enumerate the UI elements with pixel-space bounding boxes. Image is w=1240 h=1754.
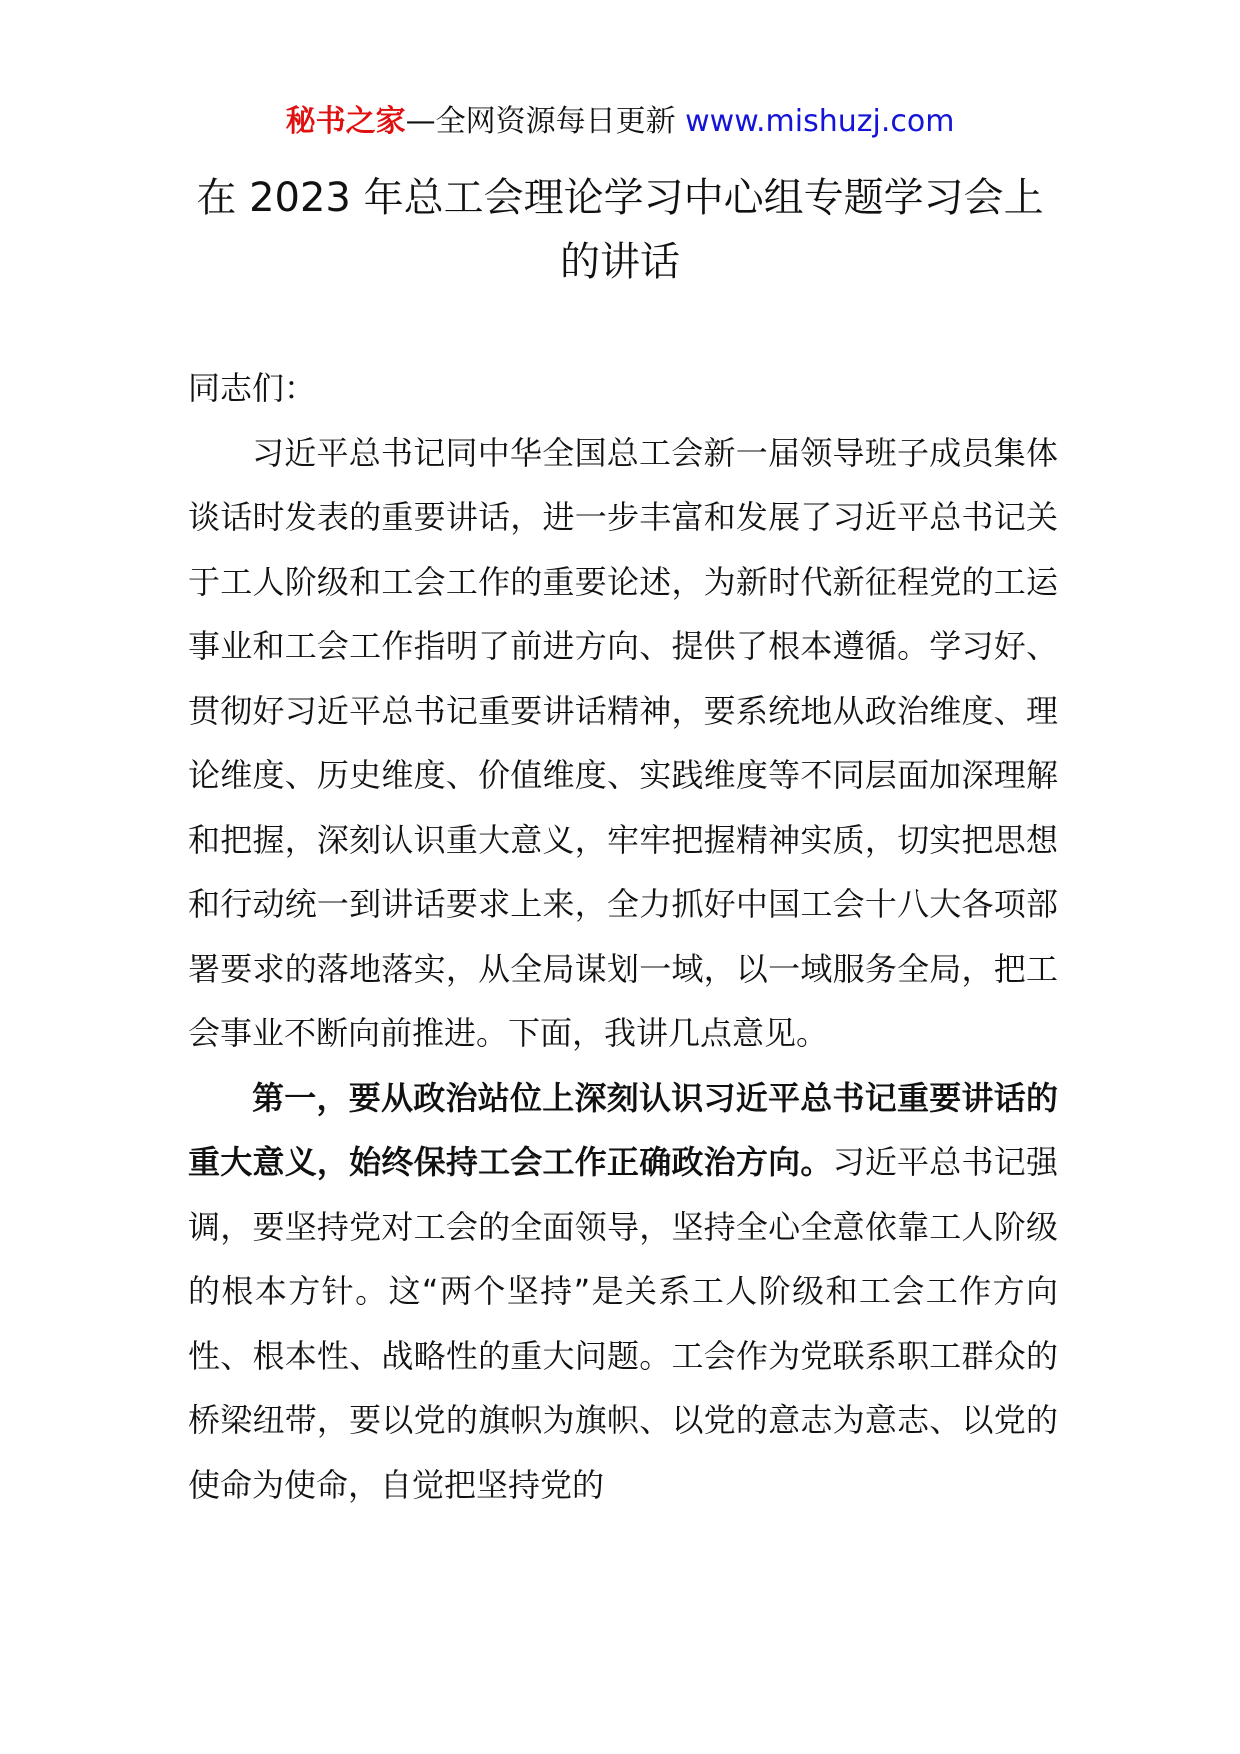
document-body xyxy=(188,356,1058,1517)
site-url-link[interactable]: www.mishuzj.com xyxy=(685,104,955,139)
paragraph-1: 习近平总书记同中华全国总工会新一届领导班子成员集体谈话时发表的重要讲话，进一步丰富和发展了习近平总书记关于工人阶级和工会工作的重要论述，为新时代新征程党的工运事业和工会工作指明了前进方向、提供了根本遵循。学习好、贯彻好习近平总书记重要讲话精神，要系统地从政治维度、理论维度、历史维度、价值维度、实践维度等不同层面加深理解和把握，深刻认识重大意义，牢牢把握精神实质，切实把思想和行动统一到讲话要求上来，全力抓好中国工会十八大各项部署要求的落地落实，从全局谋划一域，以一域服务全局，把工会事业不断向前推进。下面，我讲几点意见。 xyxy=(188,433,1058,1052)
paragraph-2-body: 习近平总书记强调，要坚持党对工会的全面领导，坚持全心全意依靠工人阶级的根本方针。这“两个坚持”是关系工人阶级和工会工作方向性、根本性、战略性的重大问题。工会作为党联系职工群众的桥梁纽带，要以党的旗帜为旗帜、以党的意志为意志、以党的使命为使命，自觉把坚持党的 xyxy=(188,1143,1058,1504)
paragraph-2 xyxy=(188,1066,1058,1518)
document-title xyxy=(190,166,1050,294)
brand-name: 秘书之家 xyxy=(285,104,406,139)
site-header xyxy=(0,102,1240,142)
paragraph-2-lead: 第一，要从政治站位上深刻认识习近平总书记重要讲话的重大意义，始终保持工会工作正确政治方向。 xyxy=(188,1078,1058,1181)
title-line-2: 的讲话 xyxy=(560,239,680,285)
title-line-1: 在 2023 年总工会理论学习中心组专题学习会上 xyxy=(196,175,1044,221)
header-slogan: —全网资源每日更新 xyxy=(405,104,676,139)
salutation: 同志们： xyxy=(188,369,317,407)
